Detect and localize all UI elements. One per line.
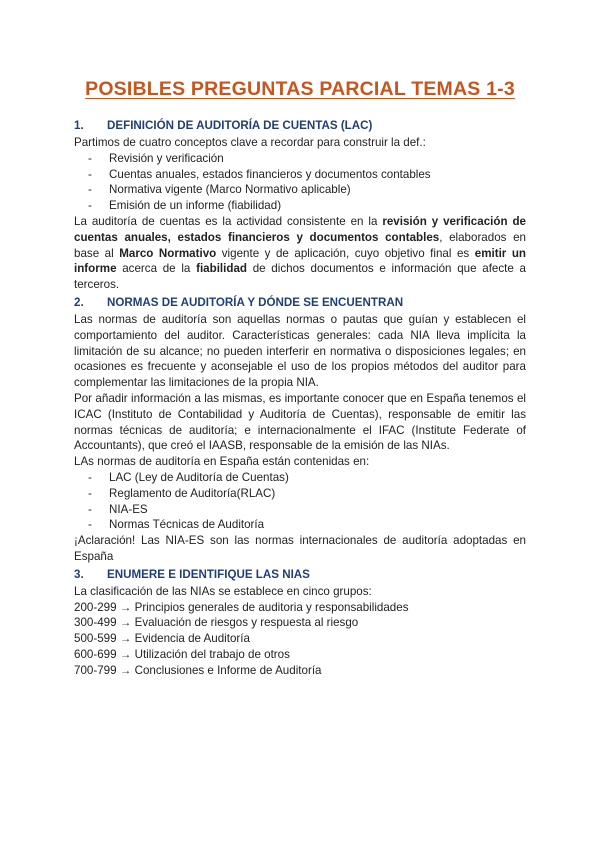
list-item: - Revisión y verificación	[88, 151, 526, 167]
norms-list	[74, 470, 526, 533]
concepts-list	[74, 151, 526, 214]
section-title: ENUMERE E IDENTIFIQUE LAS NIAS	[107, 567, 310, 581]
page-title: POSIBLES PREGUNTAS PARCIAL TEMAS 1-3	[85, 78, 515, 100]
section-number: 3.	[74, 567, 84, 581]
audit-definition-paragraph: La auditoría de cuentas es la actividad consistente en la revisión y verificación de cuentas anuales, estados financieros y documentos contables, elaborados en base al Marco Normativo vigente y de aplicación, cuyo objetivo final es emitir un informe acerca de la fiabilidad de dichos documentos e información que afecte a terceros.	[74, 214, 527, 292]
nia-group: 700-799 → Conclusiones e Informe de Auditoría	[74, 663, 322, 677]
clarification-paragraph: ¡Aclaración! Las NIA-ES son las normas internacionales de auditoría adoptadas en España	[74, 534, 526, 563]
section-title: DEFINICIÓN DE AUDITORÍA DE CUENTAS (LAC)	[107, 119, 373, 132]
section-1-intro: Partimos de cuatro conceptos clave a recordar para construir la def.:	[74, 136, 426, 149]
section-title: NORMAS DE AUDITORÍA Y DÓNDE SE ENCUENTRAN	[107, 295, 404, 309]
nia-group: 600-699 → Utilización del trabajo de otros	[74, 647, 290, 661]
list-item: - Normas Técnicas de Auditoría	[88, 517, 526, 533]
section-1-heading	[74, 119, 526, 132]
list-item: - NIA-ES	[88, 502, 526, 518]
classification-intro: La clasificación de las NIAs se establece en cinco grupos:	[74, 584, 372, 598]
list-item: - Emisión de un informe (fiabilidad)	[88, 198, 526, 214]
list-item: - Reglamento de Auditoría(RLAC)	[88, 486, 526, 502]
norms-location-intro: LAs normas de auditoría en España están contenidas en:	[74, 455, 370, 469]
section-2-heading	[74, 296, 526, 309]
list-item: - LAC (Ley de Auditoría de Cuentas)	[88, 470, 526, 486]
nia-group: 500-599 → Evidencia de Auditoría	[74, 632, 250, 646]
nia-group: 200-299 → Principios generales de auditoria y responsabilidades	[74, 600, 409, 614]
norms-paragraph: Las normas de auditoría son aquellas normas o pautas que guían y establecen el comportamiento del auditor. Características generales: cada NIA lleva implícita la limitación de su alcance; no pueden interferir en normativa o disposiciones legales; en ocasiones es frecuente y aconsejable el uso de los propios métodos del auditor para complementar las limitaciones de la propia NIA.	[74, 312, 526, 390]
icac-ifac-paragraph: Por añadir información a las mismas, es importante conocer que en España tenemos el ICAC (Instituto de Contabilidad y Auditoría de Cuentas), responsable de emitir las normas técnicas de auditoría; e internacionalmente el IFAC (Institute Federate of Accountants), que creó el IAASB, responsable de la emisión de las NIAs.	[74, 391, 526, 453]
document-page	[74, 78, 526, 679]
nia-group: 300-499 → Evaluación de riesgos y respuesta al riesgo	[74, 616, 359, 630]
list-item: - Cuentas anuales, estados financieros y documentos contables	[88, 167, 526, 183]
section-number: 1.	[74, 119, 84, 132]
section-number: 2.	[74, 295, 84, 309]
section-3-heading	[74, 568, 526, 581]
list-item: - Normativa vigente (Marco Normativo aplicable)	[88, 182, 526, 198]
